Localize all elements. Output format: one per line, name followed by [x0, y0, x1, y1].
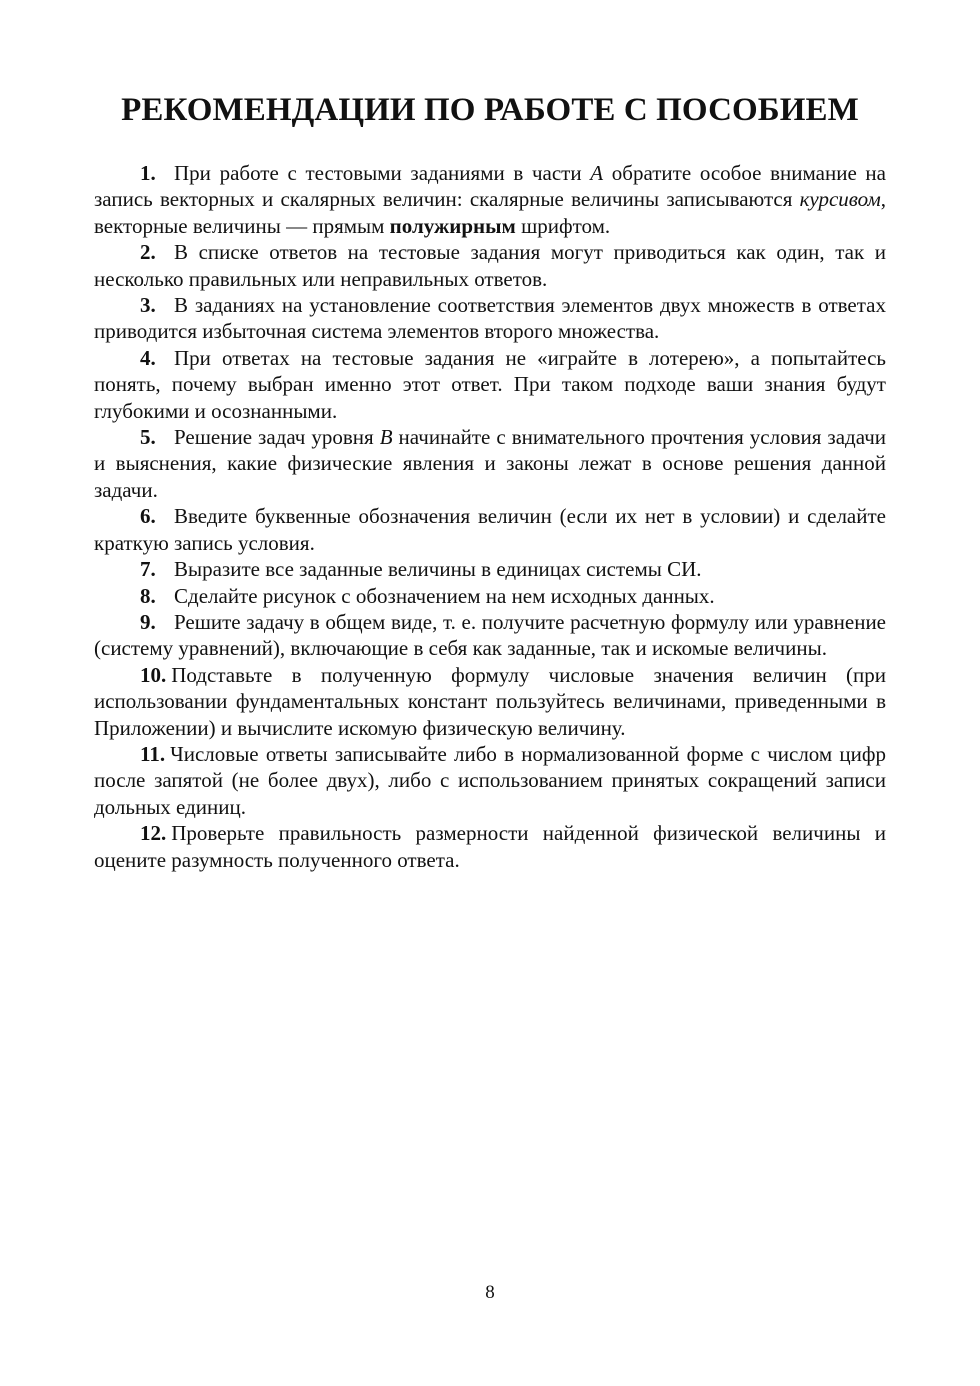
item-italic: В: [379, 425, 393, 450]
item-text: Числовые ответы записывайте либо в нормализованной форме с числом цифр после запятой (не более двух), либо с использованием принятых сокращений записи дольных единиц.: [94, 741, 886, 819]
item-text: В списке ответов на тестовые задания могут приводиться как один, так и несколько правильных или неправильных ответов.: [94, 240, 886, 291]
item-number: 9.: [140, 609, 156, 634]
item-text: Решение задач уровня: [174, 425, 380, 450]
item-text: начинайте с внимательного прочтения условия задачи и выяснения, какие физические явления и законы лежат в основе решения данной задачи.: [94, 425, 886, 502]
list-item-1: [94, 160, 886, 239]
item-number: 11.: [140, 741, 166, 766]
list-item-12: [94, 820, 886, 873]
item-number: 1.: [140, 161, 156, 185]
list-item-8: [94, 583, 886, 609]
page-title: РЕКОМЕНДАЦИИ ПО РАБОТЕ С ПОСОБИЕМ: [121, 92, 859, 128]
list-item-9: [94, 609, 886, 662]
list-item-3: [94, 292, 886, 345]
page-number: 8: [485, 1282, 495, 1303]
item-number: 3.: [140, 293, 156, 318]
list-item-11: [94, 741, 886, 820]
item-number: 8.: [140, 583, 156, 608]
item-number: 5.: [140, 425, 156, 450]
list-item-2: [94, 239, 886, 292]
item-text: Выразите все заданные величины в единицах системы СИ.: [174, 557, 702, 582]
item-text: При ответах на тестовые задания не «играйте в лотерею», а попытайтесь понять, почему выбран именно этот ответ. При таком подходе ваши знания будут глубокими и осознанными.: [94, 345, 886, 423]
item-number: 4.: [140, 345, 156, 370]
item-text: Решите задачу в общем виде, т. е. получите расчетную формулу или уравнение (систему уравнений), включающие в себя как заданные, так и искомые величины.: [94, 609, 886, 661]
item-text: обратите особое внимание на запись векторных и скалярных величин: скалярные величины записываются: [94, 161, 886, 212]
recommendations-list: [94, 160, 886, 873]
item-text: В заданиях на установление соответствия элементов двух множеств в ответах приводится избыточная система элементов второго множества.: [94, 293, 886, 344]
item-text: Введите буквенные обозначения величин (если их нет в условии) и сделайте краткую запись условия.: [94, 504, 886, 555]
item-text: Подставьте в полученную формулу числовые значения величин (при использовании фундаментальных констант пользуйтесь величинами, приведенными в Приложении) и вычислите искомую физическую величину.: [94, 662, 886, 740]
item-text: , векторные величины — прямым: [94, 187, 886, 238]
list-item-5: [94, 424, 886, 503]
item-text: Проверьте правильность размерности найденной физической величины и оцените разумность полученного ответа.: [94, 821, 886, 872]
list-item-7: [94, 556, 886, 582]
item-number: 2.: [140, 240, 156, 265]
list-item-4: [94, 345, 886, 424]
item-text: Сделайте рисунок с обозначением на нем исходных данных.: [174, 583, 715, 608]
item-italic: А: [590, 161, 604, 185]
item-number: 7.: [140, 557, 156, 582]
item-bold: полужирным: [389, 213, 516, 238]
item-text: шрифтом.: [515, 213, 611, 238]
item-number: 10.: [140, 662, 167, 687]
list-item-10: [94, 662, 886, 741]
item-italic: курсивом: [799, 187, 881, 212]
item-number: 12.: [140, 821, 167, 846]
item-number: 6.: [140, 504, 156, 529]
item-text: При работе с тестовыми заданиями в части: [174, 161, 591, 185]
list-item-6: [94, 503, 886, 556]
